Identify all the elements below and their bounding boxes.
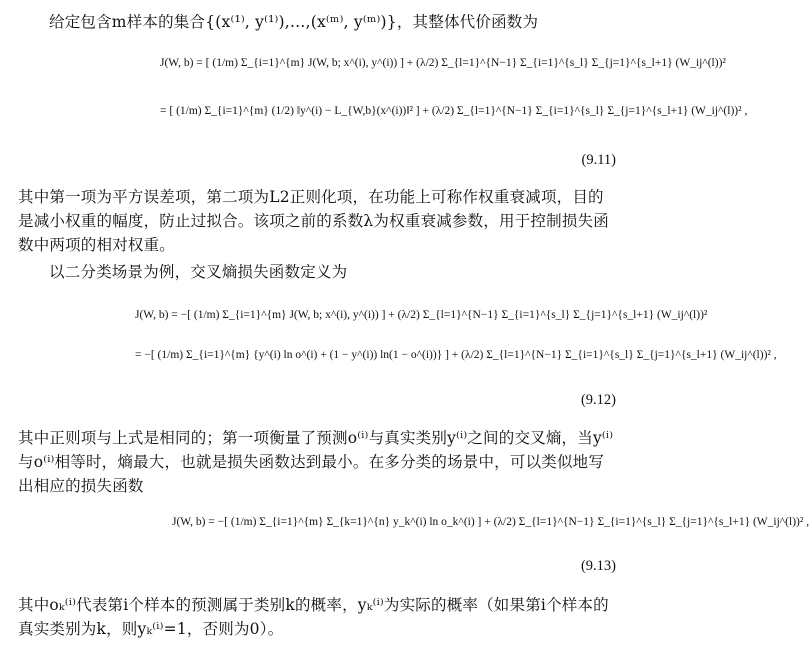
equation-number-9-12: (9.12) bbox=[580, 392, 616, 408]
paragraph-multiclass-explain: 其中oₖ⁽ⁱ⁾代表第i个样本的预测属于类别k的概率，yₖ⁽ⁱ⁾为实际的概率（如果第i个样本的真实类别为k，则yₖ⁽ⁱ⁾=1，否则为0）。 bbox=[18, 596, 609, 638]
equation-9-11-line-1: J(W, b) = [ (1/m) Σ_{i=1}^{m} J(W, b; x^(i), y^(i)) ] + (λ/2) Σ_{l=1}^{N−1} Σ_{i=1}^{s_l} Σ_{j=1}^{s_l+1} (W_ij^(l))² bbox=[160, 57, 726, 69]
equation-number-9-11: (9.11) bbox=[581, 152, 616, 168]
paragraph-cross-entropy-intro: 以二分类场景为例，交叉熵损失函数定义为 bbox=[49, 263, 348, 281]
paragraph-regularization: 其中第一项为平方误差项，第二项为L2正则化项，在功能上可称作权重衰减项，目的是减小权重的幅度，防止过拟合。该项之前的系数λ为权重衰减参数，用于控制损失函数中两项的相对权重。 bbox=[18, 188, 609, 254]
paragraph-intro: 给定包含m样本的集合{(x⁽¹⁾, y⁽¹⁾),…,(x⁽ᵐ⁾, y⁽ᵐ⁾)}，其整体代价函数为 bbox=[49, 13, 539, 31]
equation-9-13-line-1: J(W, b) = −[ (1/m) Σ_{i=1}^{m} Σ_{k=1}^{n} y_k^(i) ln o_k^(i) ] + (λ/2) Σ_{l=1}^{N−1} Σ_{i=1}^{s_l} Σ_{j=1}^{s_l+1} (W_ij^(l))² , bbox=[172, 516, 809, 528]
paragraph-cross-entropy-explain: 其中正则项与上式是相同的；第一项衡量了预测o⁽ⁱ⁾与真实类别y⁽ⁱ⁾之间的交叉熵，当y⁽ⁱ⁾与o⁽ⁱ⁾相等时，熵最大，也就是损失函数达到最小。在多分类的场景中，可以类似地写出相应的损失函数 bbox=[18, 429, 614, 495]
equation-9-12 bbox=[135, 300, 777, 380]
equation-9-13 bbox=[172, 505, 809, 545]
equation-number-9-13: (9.13) bbox=[580, 558, 616, 574]
equation-9-11-line-2: = [ (1/m) Σ_{i=1}^{m} (1/2) ‖y^(i) − L_{W,b}(x^(i))‖² ] + (λ/2) Σ_{l=1}^{N−1} Σ_{i=1}^{s_l} Σ_{j=1}^{s_l+1} (W_ij^(l))² , bbox=[160, 105, 748, 117]
equation-9-12-line-1: J(W, b) = −[ (1/m) Σ_{i=1}^{m} J(W, b; x^(i), y^(i)) ] + (λ/2) Σ_{l=1}^{N−1} Σ_{i=1}^{s_l} Σ_{j=1}^{s_l+1} (W_ij^(l))² bbox=[135, 309, 708, 321]
equation-9-12-line-2: = −[ (1/m) Σ_{i=1}^{m} {y^(i) ln o^(i) + (1 − y^(i)) ln(1 − o^(i))} ] + (λ/2) Σ_{l=1}^{N−1} Σ_{i=1}^{s_l} Σ_{j=1}^{s_l+1} (W_ij^(l))² , bbox=[135, 349, 777, 361]
equation-9-11 bbox=[160, 44, 748, 140]
